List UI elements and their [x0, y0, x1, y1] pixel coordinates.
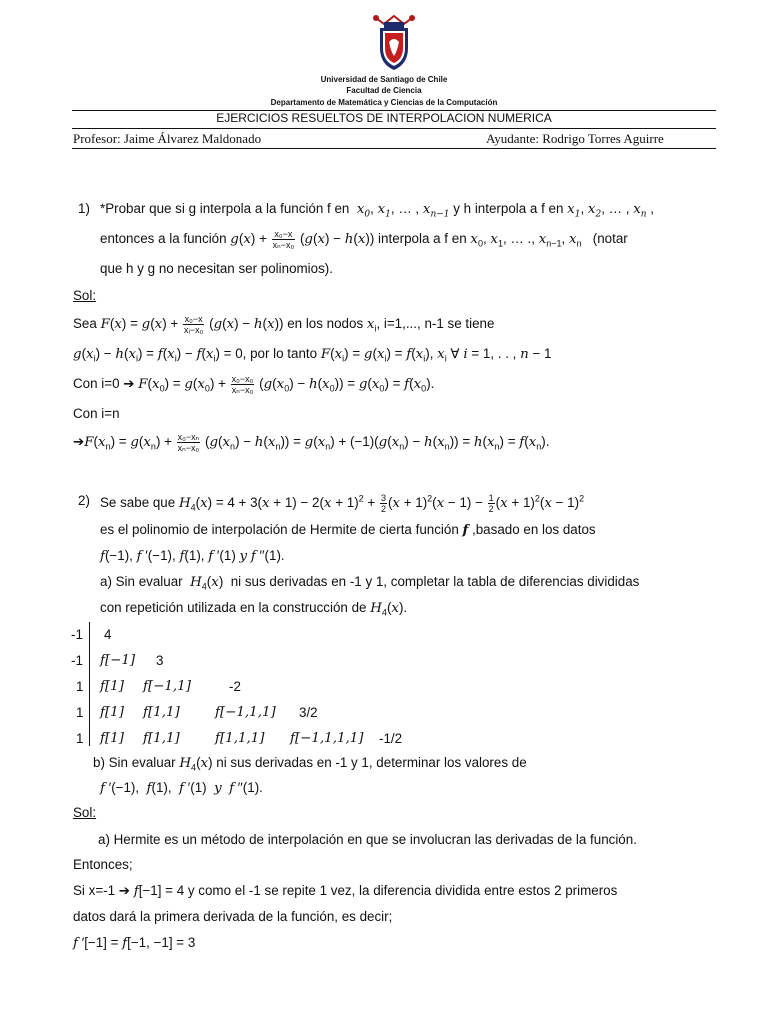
problem-2-data-points: f(−1), f ′(−1), f(1), f ′(1) y f ′′(1).	[100, 548, 285, 564]
problem-2-si-line: Si x=-1 ➔ f[−1] = 4 y como el -1 se repite 1 vez, la diferencia dividida entre estos 2 primeros	[73, 883, 618, 899]
problem-2-statement-line2: es el polinomio de interpolación de Hermite de cierta función f ,basado en los datos	[100, 522, 596, 538]
problem-2-part-b-values: f ′(−1), f(1), f ′(1) y f ′′(1).	[100, 780, 263, 796]
document-title: EJERCICIOS RESUELTOS DE INTERPOLACION NUMERICA	[216, 111, 552, 125]
problem-2-part-b-line1: b) Sin evaluar $H_4(x)$ ni sus derivadas en -1 y 1, determinar los valores de	[93, 755, 527, 773]
table-x-value: -1	[71, 627, 83, 642]
university-name: Universidad de Santiago de Chile	[320, 75, 448, 84]
problem-2-part-a-line2: con repetición utilizada en la construcción de $H_4(x)$.	[100, 600, 408, 618]
problem-2-part-a-line1: a) Sin evaluar $H_4(x)$ ni sus derivadas en -1 y 1, completar la tabla de diferencias divididas	[100, 574, 640, 592]
problem-1-solution-label: Sol:	[73, 288, 97, 303]
problem-2-solution-a: a) Hermite es un método de interpolación en que se involucran las derivadas de la función.	[98, 832, 637, 847]
table-x-value: 1	[76, 705, 84, 720]
problem-2-solution-label: Sol:	[73, 805, 97, 820]
table-cell: 3/2	[299, 705, 318, 720]
department-name: Departamento de Matemática y Ciencias de la Computación	[270, 98, 498, 107]
problem-1-i0-line: Con i=0 ➔ $F(x_0) = g(x_0)$ + $\frac{\text{x₀−x₀}}{\text{xₙ−x₀}}$ $(g(x_0) - h(x_0)) = g(x_0) = f(x_0)$.	[73, 374, 435, 395]
header-rule-bottom	[72, 148, 716, 149]
assistant-name: Ayudante: Rodrigo Torres Aguirre	[486, 131, 664, 146]
faculty-name: Facultad de Ciencia	[346, 86, 422, 95]
problem-1-statement-line3: que h y g no necesitan ser polinomios).	[100, 261, 333, 276]
table-cell: f[1,1]	[143, 731, 180, 746]
header-rule-middle	[72, 128, 716, 129]
table-cell: f[−1,1,1,1]	[290, 731, 364, 746]
table-cell: f[−1,1]	[143, 679, 191, 694]
table-cell: f[1,1]	[143, 705, 180, 720]
problem-2-entonces: Entonces;	[73, 857, 133, 872]
table-cell: 4	[104, 627, 112, 642]
problem-1-in-line: $➔F(x_n) = g(x_n)$ + $\frac{\text{x₀−xₙ}}{\text{xₙ−x₀}}$ $(g(x_n) - h(x_n)) = g(x_n) + (-1)(g(x_n) - h(x_n)) = h(x_n) = f(x_n)$.	[73, 432, 550, 453]
table-cell: f[1]	[100, 679, 124, 694]
table-divider	[89, 622, 90, 746]
university-crest-logo	[370, 12, 418, 72]
problem-2-derivative-line: f ′[−1] = f[−1, −1] = 3	[73, 935, 196, 951]
problem-2-statement-line1: Se sabe que $H_4(x) = 4 + 3(x + 1) - 2(x + 1)^2$ + $\frac{3}{2}$ $(x + 1)^2(x - 1)$ − $\frac{1}{2}$ $(x + 1)^2(x - 1)^2$	[100, 493, 585, 514]
table-cell: f[1,1,1]	[215, 731, 265, 746]
problem-1-statement-line1: *Probar que si g interpola a la función f en $x_0$, $x_1$, … , $x_{n-1}$ y h interpola a f en $x_1$, $x_2$, … , $x_n$ ,	[100, 201, 655, 220]
table-cell: f[−1]	[100, 653, 136, 668]
table-x-value: 1	[76, 731, 84, 746]
table-x-value: 1	[76, 679, 84, 694]
table-cell: -2	[229, 679, 241, 694]
problem-1-statement-line2: entonces a la función g(x) + $\frac{\text{x₀−x}}{\text{xₙ−x₀}}$ (g(x) − h(x)) interpola a f en $x_0$, $x_1$, … ., $x_{n-1}$, $x_n$ (notar	[100, 229, 628, 250]
table-cell: 3	[156, 653, 164, 668]
problem-1-gxi-line: $g(x_i) - h(x_i) = f(x_i) - f(x_i) = 0$, por lo tanto $F(x_i) = g(x_i) = f(x_i)$, $x_i$ ∀ i = 1, . . , n − 1	[73, 346, 552, 364]
problem-1-in-label: Con i=n	[73, 406, 120, 421]
problem-2-number: 2)	[78, 493, 90, 508]
problem-1-sea-line: Sea F(x) = g(x) + $\frac{\text{x₀−x}}{\text{xᵢ−x₀}}$ (g(x) − h(x)) en los nodos $x_i$, i=1,..., n-1 se tiene	[73, 314, 495, 335]
table-cell: f[1]	[100, 731, 124, 746]
table-cell: -1/2	[379, 731, 403, 746]
table-cell: f[−1,1,1]	[215, 705, 276, 720]
professor-name: Profesor: Jaime Álvarez Maldonado	[73, 131, 262, 146]
table-cell: f[1]	[100, 705, 124, 720]
problem-1-number: 1)	[78, 201, 90, 216]
problem-2-datos-line: datos dará la primera derivada de la función, es decir;	[73, 909, 393, 924]
table-x-value: -1	[71, 653, 83, 668]
